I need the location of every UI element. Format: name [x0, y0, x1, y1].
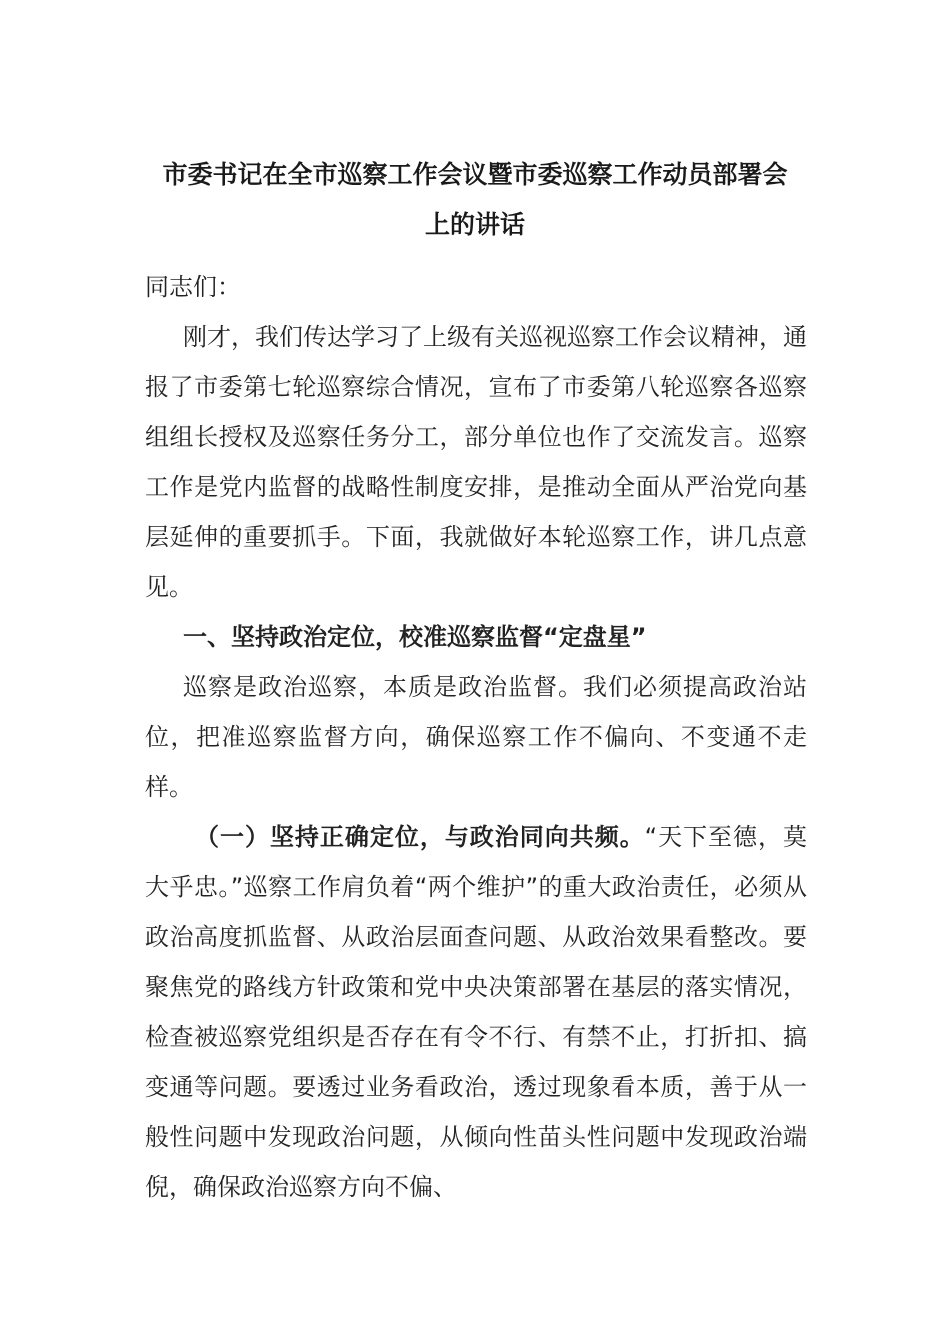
section-1-heading: 一、坚持政治定位，校准巡察监督“定盘星”: [183, 623, 647, 651]
document-body: [145, 262, 807, 1212]
intro-paragraph: 刚才，我们传达学习了上级有关巡视巡察工作会议精神，通报了市委第七轮巡察综合情况，宣布了市委第八轮巡察各巡察组组长授权及巡察任务分工，部分单位也作了交流发言。巡察工作是党内监督的战略性制度安排，是推动全面从严治党向基层延伸的重要抓手。下面，我就做好本轮巡察工作，讲几点意见。: [145, 323, 807, 601]
title-line-1: 市委书记在全市巡察工作会议暨市委巡察工作动员部署会: [162, 160, 788, 189]
subsection-1-paragraph: [145, 812, 807, 1212]
document-title: [145, 150, 805, 250]
salutation: 同志们：: [145, 273, 241, 301]
subsection-1-heading: （一）坚持正确定位，与政治同向共频。: [195, 823, 645, 851]
subsection-1-text: “天下至德，莫大乎忠。”巡察工作肩负着“两个维护”的重大政治责任，必须从政治高度抓监督、从政治层面查问题、从政治效果看整改。要聚焦党的路线方针政策和党中央决策部署在基层的落实情况，检查被巡察党组织是否存在有令不行、有禁不止，打折扣、搞变通等问题。要透过业务看政治，透过现象看本质，善于从一般性问题中发现政治问题，从倾向性苗头性问题中发现政治端倪，确保政治巡察方向不偏、: [145, 823, 807, 1201]
section-1-paragraph: 巡察是政治巡察，本质是政治监督。我们必须提高政治站位，把准巡察监督方向，确保巡察工作不偏向、不变通不走样。: [145, 673, 807, 801]
title-line-2: 上的讲话: [424, 210, 525, 239]
